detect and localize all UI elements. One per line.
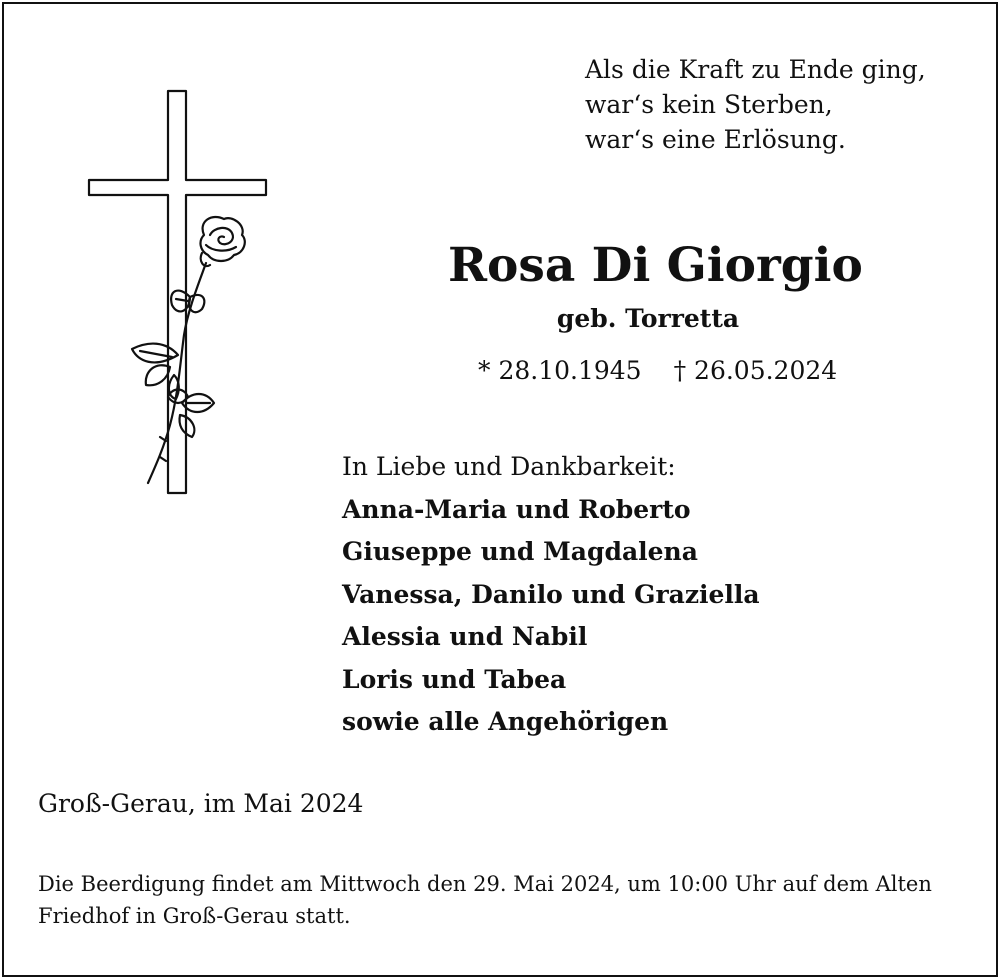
life-dates — [478, 356, 837, 385]
mourner-entry: sowie alle Angehörigen — [342, 707, 669, 736]
birth-date: * 28.10.1945 — [478, 356, 642, 385]
mourner-entry: Alessia und Nabil — [342, 622, 588, 651]
funeral-notice-line: Friedhof in Groß-Gerau statt. — [38, 904, 351, 928]
deceased-name: Rosa Di Giorgio — [448, 238, 863, 293]
place-and-date: Groß-Gerau, im Mai 2024 — [38, 789, 364, 818]
mourner-entry: Anna-Maria und Roberto — [342, 494, 691, 524]
mourners-intro: In Liebe und Dankbarkeit: — [342, 452, 676, 481]
quote — [585, 52, 926, 157]
mourner-entry: Vanessa, Danilo und Graziella — [342, 579, 760, 609]
death-date: † 26.05.2024 — [673, 356, 838, 385]
mourners-list — [342, 446, 760, 744]
cross-with-rose-icon — [80, 85, 280, 499]
funeral-notice-line: Die Beerdigung findet am Mittwoch den 29. Mai 2024, um 10:00 Uhr auf dem Alten — [38, 872, 932, 896]
quote-line: war‘s eine Erlösung. — [585, 125, 846, 154]
quote-line: war‘s kein Sterben, — [585, 90, 833, 119]
mourner-entry: Giuseppe und Magdalena — [342, 537, 698, 566]
mourner-entry: Loris und Tabea — [342, 664, 567, 694]
maiden-name: geb. Torretta — [556, 304, 740, 333]
quote-line: Als die Kraft zu Ende ging, — [585, 55, 926, 84]
funeral-notice — [38, 868, 978, 932]
